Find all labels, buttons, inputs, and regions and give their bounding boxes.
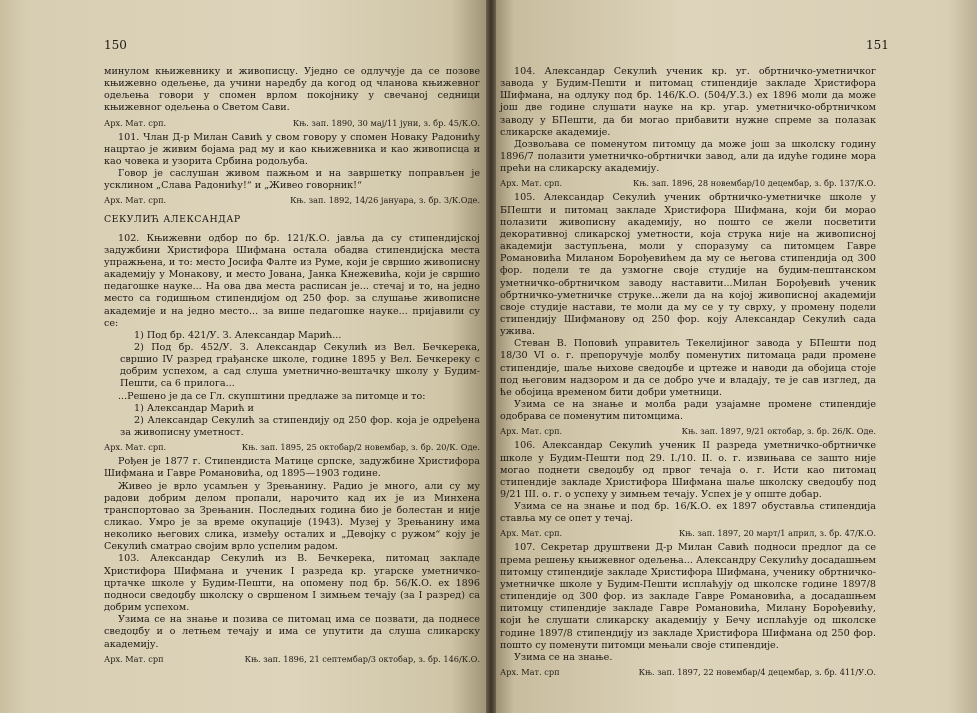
paragraph: ...Решено је да се Гл. скупштини предлаже за питомце и то: [118, 390, 426, 402]
paragraph: Узима се на знање. [514, 651, 613, 663]
paragraph: Живео је врло усамљен у Зрењанину. Радио је много, али су му радови добрим делом пропали, нарочито кад их је из Минхена транспортовао за Зрењанин. Последњих година био је болестан и није сликао. Умро је за време окупације (1943). Музеј у Зрењанину има неколико његових слика, између осталих и „Девојку с ружом“ коју је Секулић сматрао својим врло успелим радом. [104, 480, 480, 553]
paragraph: Узима се на знање и под бр. 16/К.О. ех 1897 обуставља стипендија ставља му се опет у течај. [500, 501, 876, 525]
page-number: 150 [104, 38, 127, 52]
paragraph: Узима се на знање и молба ради узајамне промене стипендије одобрава се поменутим питомцима. [500, 399, 876, 423]
source-citation [500, 425, 876, 437]
right-text-column [500, 66, 876, 681]
record-reference: Књ. зап. 1892, 14/26 јануара, з. бр. 3/К.Оде. [290, 195, 480, 206]
paragraph: 104. Александар Секулић ученик кр. уг. обртничко-уметничког завода у Будим-Пешти и питомац стипендије закладе Христифора Шифмана, на одлуку под бр. 146/К.О. (504/У.З.) ех 1896 моли да може још две године слушати науке на кр. угар. уметничко-обртничком заводу у БПешти, да би могао прибавити нужне спреме за полазак сликарске академије. [500, 66, 876, 138]
paragraph: 103. Александар Секулић из В. Бечкерека, питомац закладе Христифора Шифмана и ученик I разреда кр. угарске уметничко-цртачке школе у Будим-Пешти, на опомену под бр. 56/К.О. ех 1896 подноси сведоџбу школску о свршеном I зимњем течају (за I разред) са добрим успехом. [104, 553, 480, 614]
paragraph: 106. Александар Секулић ученик II разреда уметничко-обртничке школе у Будим-Пешти под 29. I./10. II. о. г. извињава се зашто није могао поднети сведоџбу од првог течаја о. г. Исти као питомац стипендије закладе Христифора Шифмана шаље школску сведоџбу под 9/21 III. о. г. о успеху у зимњем течају. Успех је у опште добар. [500, 440, 876, 500]
paragraph: 101. Члан Д-р Милан Савић у свом говору у спомен Новаку Радонићу нацртао је живим бојама рад му и као књижевника и као живописца и као човека и узорита Србина родољуба. [104, 131, 480, 167]
list-item: 1) Александар Марић и [134, 402, 254, 414]
record-reference: Књ. зап. 1895, 25 октобар/2 новембар, з. бр. 20/К. Оде. [241, 442, 480, 453]
archive-label: Арх. Мат. срп. [500, 528, 563, 539]
archive-label: Арх. Мат. срп. [500, 178, 563, 189]
record-reference: Књ. зап. 1897, 22 новембар/4 децембар, з. бр. 411/У.О. [638, 667, 876, 678]
paragraph: 102. Књижевни одбор по бр. 121/К.О. јавља да су стипендијској задужбини Христифора Шифмана остала обадва стипендијска места упражњена, и то: место Јосифа Фалте из Руме, који је свршио живописну академију у Монакову, и место Јована, Јанка Кнежевића, који је свршио педагошке науке... На ова два места расписан је... стечај и то, на једно место са годишњом стипендијом од 250 фор. за слушање живописне академије и на једно место... за више педагошке науке... пријавили су се: [104, 232, 480, 329]
source-citation [104, 441, 480, 453]
record-reference: Књ. зап. 1897, 20 март/1 април, з. бр. 47/К.О. [678, 528, 876, 539]
source-citation [104, 117, 480, 129]
paragraph: Говор је саслушан живом пажњом и на завршетку поправљен је усклином „Слава Радонићу!“ и „Живео говорник!“ [104, 168, 480, 192]
paragraph: Стеван В. Поповић управитељ Текелијиног завода у БПешти под 18/30 VI о. г. препоручује молбу поменутих питомаца ради промене стипендије, шаље њихове сведоџбе и цртеже и наводи да обојица стоје под његовим надзором и да се добро уче и владају, те је сав изглед, да ће обојица временом бити добри уметници. [500, 338, 876, 398]
paragraph: 105. Александар Секулић ученик обртничко-уметничке школе у БПешти и питомац закладе Христифора Шифмана, који би морао полазити живописну академију, но пошто се жели посветити декоративној сликарској уметности, која струка није на живописној академији заступљена, моли у споразуму са питомцем Гавре Романовића Миланом Борођевићем да му се његова стипендија од 300 фор. подели те да узмогне своје студије на будим-пештанском уметничко-обртничком заводу наставити...Милан Борођевић ученик обртничко-уметничке струке...жели да на којој живописној академији своје студије настави, те моли да му се у ту сврху, у промену подели стипендију Шифманову од 250 фор. коју Александар Секулић сада ужива. [500, 192, 876, 338]
record-reference: Књ. зап. 1890, 30 мај/11 јуни, з. бр. 45/К.О. [292, 117, 480, 128]
archive-label: Арх. Мат. срп [104, 653, 164, 664]
archive-label: Арх. Мат. срп [500, 667, 560, 678]
left-text-column [104, 66, 480, 668]
archive-label: Арх. Мат. срп. [104, 442, 167, 453]
list-item: 2) Александар Секулић за стипендију од 250 фор. која је одређена за живописну уметност. [120, 414, 480, 439]
source-citation [500, 666, 876, 678]
paragraph: Узима се на знање и позива се питомац има се позвати, да поднесе сведоџбу и о летњем течају и има се упутити да слуша сликарску академију. [104, 614, 480, 650]
right-page [490, 0, 977, 713]
record-reference: Књ. зап. 1896, 21 септембар/3 октобар, з. бр. 146/К.О. [244, 653, 480, 664]
archive-label: Арх. Мат. срп. [104, 195, 167, 206]
archive-label: Арх. Мат. срп. [500, 426, 563, 437]
archive-label: Арх. Мат. срп. [104, 117, 167, 128]
page-number: 151 [866, 38, 889, 52]
paragraph: Рођен је 1877 г. Стипендиста Матице српске, задужбине Христифора Шифмана и Гавре Романовића, од 1895—1903 године. [104, 456, 480, 480]
book-gutter [486, 0, 496, 713]
record-reference: Књ. зап. 1896, 28 новембар/10 децембар, з. бр. 137/К.О. [632, 178, 876, 189]
source-citation [500, 527, 876, 539]
source-citation [500, 177, 876, 189]
record-reference: Књ. зап. 1897, 9/21 октобар, з. бр. 26/К. Оде. [681, 426, 876, 437]
list-item: 2) Под бр. 452/У. З. Александар Секулић из Вел. Бечкерека, свршио IV разред грађанске школе, године 1895 у Вел. Бечкереку с добрим успехом, а сад слуша уметнично-вештачку школу у Будим-Пешти, са 6 прилога... [120, 341, 480, 390]
section-heading: СЕКУЛИЋ АЛЕКСАНДАР [104, 214, 241, 226]
paragraph: 107. Секретар друштвени Д-р Милан Савић подноси предлог да се према решењу књижевног одељења... Александру Секулићу досадашњем питомцу стипендије закладе Христифора Шифмана, ученику обртничко-уметничке школе у Будим-Пешти исплаћују од школске године 1897/8 стипендије од 300 фор. из закладе Гавре Романовића, а досадашњем питомцу стипендије закладе Гавре Романовића, Милану Борођевићу, који ће слушати сликарску академију у Бечу исплаћује од школске године 1897/8 стипендију из закладе Христифора Шифмана од 250 фор. пошто су поменути питомци мењали своје стипендије. [500, 542, 876, 651]
paragraph: Дозвољава се поменутом питомцу да може још за школску годину 1896/7 полазити уметничко-обртнички завод, али да идуће године мора прећи на сликарску академију. [500, 138, 876, 175]
source-citation [104, 653, 480, 665]
list-item: 1) Под бр. 421/У. З. Александар Марић... [134, 329, 342, 341]
paragraph: минулом књижевнику и живописцу. Уједно се одлучује да се позове књижевно одељење, да учини наредбу да когод од чланова књижевног одељења говори у спомен врлом покојнику у свечаној седници књижевног одељења о Светом Сави. [104, 66, 480, 114]
source-citation [104, 194, 480, 206]
